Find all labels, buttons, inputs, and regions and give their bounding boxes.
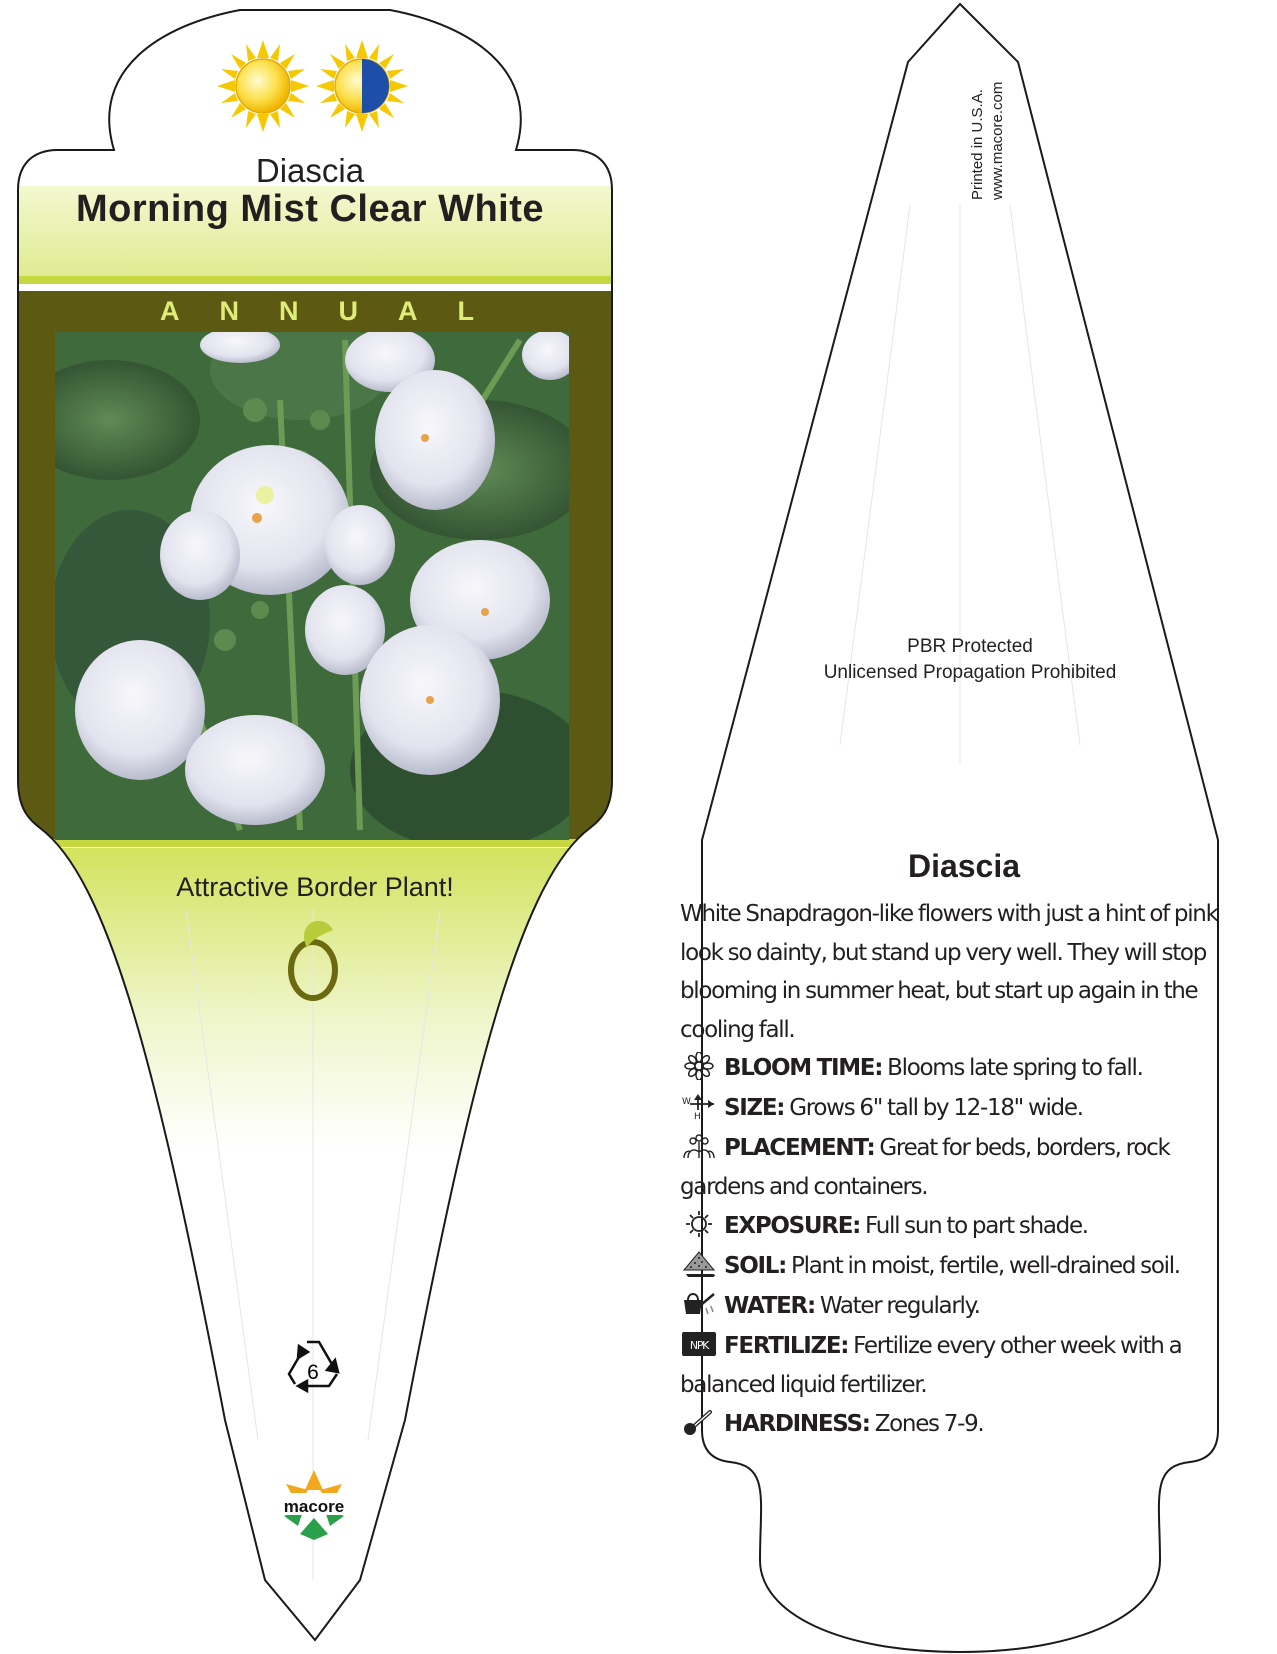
water-label: WATER: [724, 1293, 815, 1319]
npk-icon [680, 1330, 718, 1358]
hardiness-value: Zones 7-9. [874, 1411, 984, 1437]
recycle-code: 6 [307, 1361, 319, 1384]
printed-notice [968, 82, 1008, 200]
printed-line-1: Printed in U.S.A. [969, 89, 986, 200]
placement-label: PLACEMENT: [724, 1135, 875, 1161]
soil-value: Plant in moist, fertile, well-drained soil. [791, 1253, 1180, 1279]
sun-icon [680, 1210, 718, 1238]
attr-size [680, 1089, 1252, 1128]
plant-description: White Snapdragon-like flowers with just a hint of pink look so dainty, but stand up very well. They will stop blooming in summer heat, but start up again in the cooling fall. [680, 901, 1218, 1043]
size-value: Grows 6" tall by 12-18" wide. [789, 1095, 1083, 1121]
soil-label: SOIL: [724, 1253, 787, 1279]
attr-exposure [680, 1207, 1252, 1246]
fertilize-label: FERTILIZE: [724, 1333, 849, 1359]
attr-placement [680, 1129, 1252, 1206]
description-title: Diascia [907, 848, 1021, 884]
exposure-value: Full sun to part shade. [865, 1213, 1088, 1239]
plant-genus: Diascia [255, 152, 365, 189]
attr-hardiness [680, 1405, 1252, 1444]
plant-cultivar-name: Morning Mist Clear White [76, 188, 544, 230]
size-arrows-icon [680, 1092, 718, 1120]
printed-line-2: www.macore.com [989, 81, 1006, 200]
plants-icon [680, 1132, 718, 1160]
pbr-notice [760, 634, 1180, 686]
thermometer-icon [680, 1408, 718, 1436]
attr-soil [680, 1247, 1252, 1286]
attr-water [680, 1287, 1252, 1326]
plant-category: ANNUAL [160, 296, 514, 326]
plant-tagline: Attractive Border Plant! [176, 872, 454, 902]
size-width-letter: W [682, 1097, 690, 1107]
hardiness-label: HARDINESS: [724, 1411, 870, 1437]
size-label: SIZE: [724, 1095, 785, 1121]
fertilize-value: Fertilize every other week with a balanced liquid fertilizer. [680, 1333, 1182, 1398]
bloom-time-value: Blooms late spring to fall. [887, 1055, 1143, 1081]
watering-can-icon [680, 1290, 718, 1318]
attr-bloom-time [680, 1049, 1252, 1088]
size-height-letter: H [694, 1112, 700, 1120]
exposure-label: EXPOSURE: [724, 1213, 861, 1239]
attr-fertilize [680, 1327, 1252, 1404]
brand-name: macore [283, 1497, 345, 1516]
water-value: Water regularly. [819, 1293, 980, 1319]
soil-icon [680, 1250, 718, 1278]
pbr-line-2: Unlicensed Propagation Prohibited [823, 662, 1117, 683]
placement-value: Great for beds, borders, rock gardens and containers. [680, 1135, 1170, 1200]
pbr-line-1: PBR Protected [907, 636, 1033, 657]
npk-letters: NPK [689, 1339, 709, 1352]
flower-photo [20, 320, 590, 850]
bloom-time-label: BLOOM TIME: [724, 1055, 883, 1081]
flower-icon [680, 1052, 718, 1080]
